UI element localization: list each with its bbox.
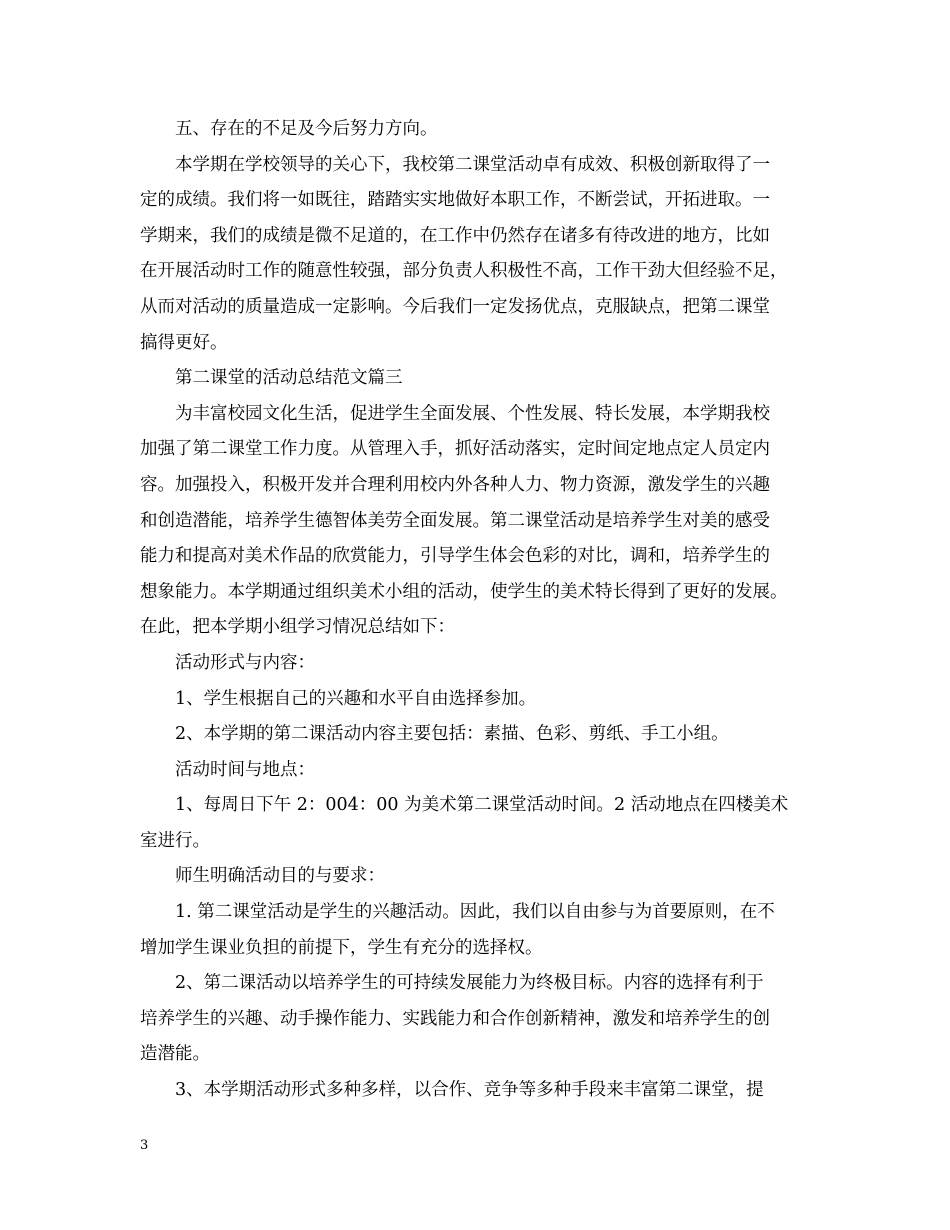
text-line: 和创造潜能，培养学生德智体美劳全面发展。第二课堂活动是培养学生对美的感受 <box>140 510 770 531</box>
page-number: 3 <box>140 1138 149 1153</box>
text-line: 想象能力。本学期通过组织美术小组的活动，使学生的美术特长得到了更好的发展。 <box>140 581 788 602</box>
text-line: 培养学生的兴趣、动手操作能力、实践能力和合作创新精神，激发和培养学生的创 <box>140 1008 770 1029</box>
text-line: 3、本学期活动形式多种多样，以合作、竞争等多种手段来丰富第二课堂，提 <box>175 1080 764 1101</box>
text-line: 从而对活动的质量造成一定影响。今后我们一定发扬优点，克服缺点，把第二课堂 <box>140 296 770 317</box>
text-line: 加强了第二课堂工作力度。从管理入手，抓好活动落实，定时间定地点定人员定内 <box>140 439 770 460</box>
text-line: 2、第二课活动以培养学生的可持续发展能力为终极目标。内容的选择有利于 <box>175 973 764 994</box>
text-line: 1. 第二课堂活动是学生的兴趣活动。因此，我们以自由参与为首要原则，在不 <box>175 902 775 923</box>
text-line: 本学期在学校领导的关心下，我校第二课堂活动卓有成效、积极创新取得了一 <box>175 154 770 175</box>
text-line: 搞得更好。 <box>140 332 228 353</box>
text-line: 在此，把本学期小组学习情况总结如下： <box>140 617 455 638</box>
text-line: 定的成绩。我们将一如既往，踏踏实实地做好本职工作，不断尝试，开拓进取。一 <box>140 190 770 211</box>
text-line: 1、学生根据自己的兴趣和水平自由选择参加。 <box>175 688 537 709</box>
text-line: 为丰富校园文化生活，促进学生全面发展、个性发展、特长发展，本学期我校 <box>175 403 770 424</box>
text-line: 容。加强投入，积极开发并合理利用校内外各种人力、物力资源，激发学生的兴趣 <box>140 474 770 495</box>
document-body <box>140 112 830 1109</box>
text-line: 活动形式与内容： <box>175 652 315 673</box>
text-line: 在开展活动时工作的随意性较强，部分负责人积极性不高，工作干劲大但经验不足， <box>140 261 788 282</box>
text-line: 1、每周日下午 2：004：00 为美术第二课堂活动时间。2 活动地点在四楼美术 <box>175 795 789 816</box>
text-line: 能力和提高对美术作品的欣赏能力，引导学生体会色彩的对比，调和，培养学生的 <box>140 546 770 567</box>
text-line: 学期来，我们的成绩是微不足道的，在工作中仍然存在诸多有待改进的地方，比如 <box>140 225 770 246</box>
text-line: 第二课堂的活动总结范文篇三 <box>175 368 403 389</box>
text-line: 活动时间与地点： <box>175 759 315 780</box>
text-line: 2、本学期的第二课活动内容主要包括：素描、色彩、剪纸、手工小组。 <box>175 724 729 745</box>
text-line: 师生明确活动目的与要求： <box>175 866 385 887</box>
text-line: 室进行。 <box>140 830 210 851</box>
text-line: 五、存在的不足及今后努力方向。 <box>175 119 438 139</box>
text-line: 造潜能。 <box>140 1044 210 1065</box>
text-line: 增加学生课业负担的前提下，学生有充分的选择权。 <box>140 937 543 958</box>
